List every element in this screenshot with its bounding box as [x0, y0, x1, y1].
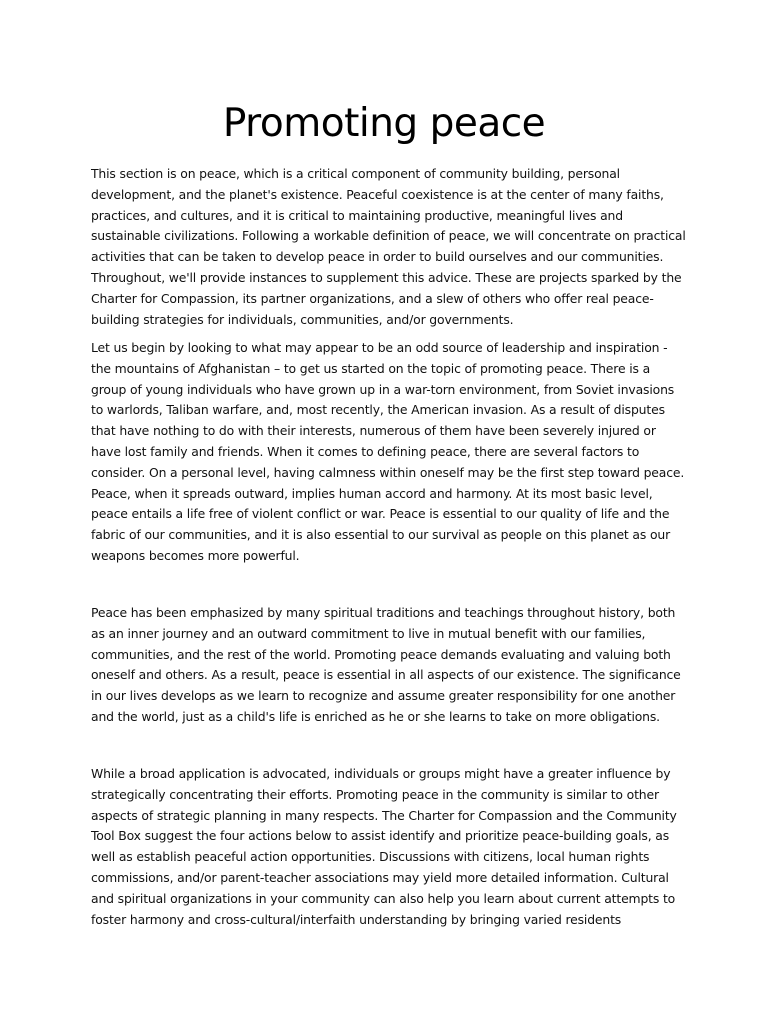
- body-paragraph-2: Let us begin by looking to what may appear to be an odd source of leadership and inspiration - the mountains of Afghanistan – to get us started on the topic of promoting peace. There is a group of young individuals who have grown up in a war-torn environment, from Soviet invasions to warlords, Taliban warfare, and, most recently, the American invasion. As a result of disputes that have nothing to do with their interests, numerous of them have been severely injured or have lost family and friends. When it comes to defining peace, there are several factors to consider. On a personal level, having calmness within oneself may be the first step toward peace. Peace, when it spreads outward, implies human accord and harmony. At its most basic level, peace entails a life free of violent conflict or war. Peace is essential to our quality of life and the fabric of our communities, and it is also essential to our survival as people on this planet as our weapons becomes more powerful.: [91, 340, 685, 563]
- page-title: Promoting peace: [222, 101, 546, 146]
- body-paragraph-3: Peace has been emphasized by many spiritual traditions and teachings throughout history, both as an inner journey and an outward commitment to live in mutual benefit with our families, communities, and the rest of the world. Promoting peace demands evaluating and valuing both oneself and others. As a result, peace is essential in all aspects of our existence. The significance in our lives develops as we learn to recognize and assume greater responsibility for one another and the world, just as a child's life is enriched as he or she learns to take on more obligations.: [91, 605, 681, 724]
- body-paragraph-1: This section is on peace, which is a critical component of community building, personal development, and the planet's existence. Peaceful coexistence is at the center of many faiths, practices, and cultures, and it is critical to maintaining productive, meaningful lives and sustainable civilizations. Following a workable definition of peace, we will concentrate on practical activities that can be taken to develop peace in order to build ourselves and our communities. Throughout, we'll provide instances to supplement this advice. These are projects sparked by the Charter for Compassion, its partner organizations, and a slew of others who offer real peace-building strategies for individuals, communities, and/or governments.: [91, 166, 686, 327]
- body-paragraph-4: While a broad application is advocated, individuals or groups might have a greater influence by strategically concentrating their efforts. Promoting peace in the community is similar to other aspects of strategic planning in many respects. The Charter for Compassion and the Community Tool Box suggest the four actions below to assist identify and prioritize peace-building goals, as well as establish peaceful action opportunities. Discussions with citizens, local human rights commissions, and/or parent-teacher associations may yield more detailed information. Cultural and spiritual organizations in your community can also help you learn about current attempts to foster harmony and cross-cultural/interfaith understanding by bringing varied residents: [91, 766, 677, 927]
